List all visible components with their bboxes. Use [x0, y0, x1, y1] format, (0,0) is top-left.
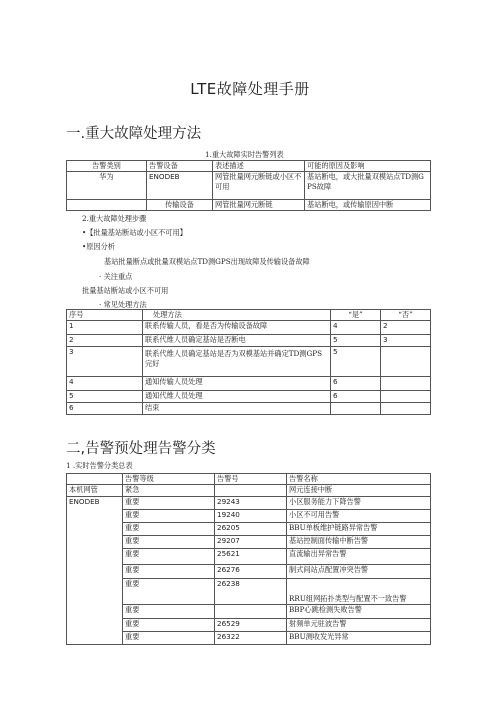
- table-cell: 基站控制面传输中断告警: [287, 536, 431, 549]
- table-cell: [215, 485, 287, 497]
- table-cell: [381, 403, 431, 415]
- table-cell: 25621: [215, 549, 287, 565]
- table-cell: 通知代维人员处理: [143, 391, 331, 403]
- table-cell: 重要: [123, 579, 215, 605]
- table-cell: 5: [67, 391, 143, 403]
- section-2-heading: 二,告警预处理告警分类: [66, 441, 216, 457]
- table-cell: 3: [67, 347, 143, 377]
- table-cell: 网元连接中断: [287, 485, 431, 497]
- table-cell: 联系代维人员确定基站是否为双模基站并确定TD测GPS完好: [143, 347, 331, 377]
- table-cell: 26529: [215, 619, 287, 632]
- table-cell: 1: [67, 321, 143, 335]
- table-cell: 本机网管: [67, 485, 123, 497]
- table-header-cell: “是”: [331, 310, 381, 321]
- major-fault-alarm-table: [66, 160, 431, 211]
- table-cell: 6: [331, 377, 381, 391]
- table-cell: 紧急: [123, 485, 215, 497]
- focus-text: 批量基站断站或小区不可用: [82, 286, 169, 295]
- table-header-cell: 告警号: [215, 474, 287, 485]
- table-row: [67, 172, 431, 200]
- focus-heading: · 关注重点: [99, 272, 133, 281]
- table-cell: [381, 347, 431, 377]
- table-row: [67, 391, 431, 403]
- table-cell: BBU测收发光异常: [287, 632, 431, 645]
- table-cell: 重要: [123, 605, 215, 619]
- table-cell: 26205: [215, 523, 287, 536]
- table-cell: 29207: [215, 536, 287, 549]
- table-row: [67, 377, 431, 391]
- table-header-cell: 告警类别: [67, 161, 147, 172]
- method-heading: · 常见处理方法: [99, 300, 147, 309]
- table-cell: [381, 391, 431, 403]
- table-header-cell: 可能的原因及影响: [305, 161, 431, 172]
- table-cell: 2: [381, 321, 431, 335]
- table-cell: 通知传输人员处理: [143, 377, 331, 391]
- table-cell: 重要: [123, 523, 215, 536]
- table-row: [67, 485, 431, 497]
- table-cell: 小区不可用告警: [287, 510, 431, 523]
- table-row: [67, 321, 431, 335]
- table-cell: 小区服务能力下降告警: [287, 497, 431, 510]
- table-cell: 19240: [215, 510, 287, 523]
- table-cell: 重要: [123, 565, 215, 579]
- table-cell: 3: [381, 335, 431, 347]
- table-cell: 联系代维人员确定基站是否断电: [143, 335, 331, 347]
- table-header-cell: [67, 474, 123, 485]
- table-row: [67, 335, 431, 347]
- table-cell: 直流输出异常告警: [287, 549, 431, 565]
- table-1-caption: 1.重大故障实时告警列表: [205, 150, 284, 159]
- table-cell: 6: [331, 391, 381, 403]
- table-header-cell: 告警等级: [123, 474, 215, 485]
- table-header-cell: 告警名称: [287, 474, 431, 485]
- table-cell: 5: [331, 347, 381, 377]
- bullet-batch-outage: •【批量基站断站或小区不可用】: [82, 228, 187, 237]
- table-row: [67, 200, 431, 211]
- table-header-row: [67, 310, 431, 321]
- table-cell: 网管批量网元断链: [213, 200, 305, 211]
- table-cell: 结束: [143, 403, 331, 415]
- table-cell: 网管批量网元断链或小区不可用: [213, 172, 305, 200]
- table-cell: 29243: [215, 497, 287, 510]
- table-cell: 传输设备: [147, 200, 213, 211]
- table-cell: 重要: [123, 536, 215, 549]
- table-cell: [381, 377, 431, 391]
- table-cell: 基站断电，或大批量双模站点TD测GPS故障: [305, 172, 431, 200]
- table-row: [67, 497, 431, 510]
- table-cell: 26276: [215, 565, 287, 579]
- table-header-row: [67, 161, 431, 172]
- table-cell: 5: [331, 335, 381, 347]
- table-cell: 华为: [67, 172, 147, 200]
- table-header-cell: 处理方法: [143, 310, 331, 321]
- table-cell: ENODEB: [147, 172, 213, 200]
- section-1-heading: 一.重大故障处理方法: [66, 126, 202, 142]
- table-cell: 射频单元驻波告警: [287, 619, 431, 632]
- table-header-cell: 表述描述: [213, 161, 305, 172]
- table-cell: ENODEB: [67, 497, 123, 645]
- table-cell: BBP心跳检测失败告警: [287, 605, 431, 619]
- table-cell: 2: [67, 335, 143, 347]
- table-header-cell: 序号: [67, 310, 143, 321]
- table-header-row: [67, 474, 431, 485]
- table-cell: 6: [67, 403, 143, 415]
- table-cell: 4: [331, 321, 381, 335]
- table-cell: 4: [67, 377, 143, 391]
- table-cell: 重要: [123, 510, 215, 523]
- table-cell: 重要: [123, 549, 215, 565]
- alarm-classification-table: [66, 473, 431, 645]
- bullet-cause-analysis: •原因分析: [82, 242, 115, 251]
- table-row: [67, 403, 431, 415]
- table-header-cell: 告警设备: [147, 161, 213, 172]
- table-cell: 26322: [215, 632, 287, 645]
- table-cell: 重要: [123, 632, 215, 645]
- table-cell: [215, 605, 287, 619]
- table-cell: RRU组网拓扑类型与配置不一致告警: [287, 579, 431, 605]
- cause-text: 基站批量断点或批量双模站点TD测GPS出现故障及传输设备故障: [104, 257, 310, 266]
- table-cell: 基站断电，或传输原因中断: [305, 200, 431, 211]
- steps-heading: 2.重大故障处理步骤: [82, 214, 147, 223]
- table-cell: [331, 403, 381, 415]
- table-row: [67, 347, 431, 377]
- table-header-cell: “否”: [381, 310, 431, 321]
- handling-method-table: [66, 309, 431, 415]
- table-cell: 制式间站点配置冲突告警: [287, 565, 431, 579]
- table-cell: [67, 200, 147, 211]
- table-cell: 26238: [215, 579, 287, 605]
- table-cell: 重要: [123, 619, 215, 632]
- table-cell: 联系传输人员，看是否为传输设备故障: [143, 321, 331, 335]
- document-title: LTE故障处理手册: [190, 80, 310, 98]
- table-cell: BBU单板维护链路异常告警: [287, 523, 431, 536]
- table-3-caption: 1 .实时告警分类总表: [66, 461, 133, 470]
- table-cell: 重要: [123, 497, 215, 510]
